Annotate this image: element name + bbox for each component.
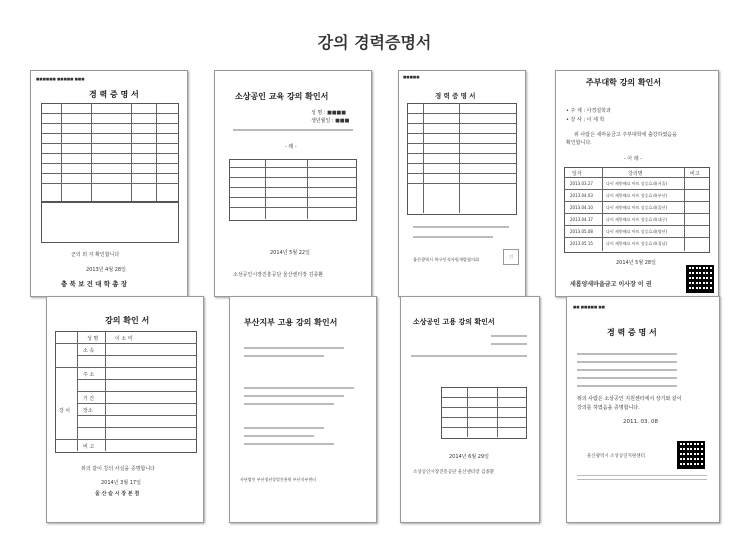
qr-code-icon [686,265,714,293]
card-heading: 경 력 증 명 서 [435,92,476,100]
card-heading: 경 력 증 명 서 [607,328,657,337]
card-date: 2014년 5월 28일 [616,260,656,266]
card-issuer: 사단법인 부산청년창업진흥원 부산지부센터 [240,477,316,482]
table-header-course: 강의명 [628,171,643,177]
card-center: - 아 래 - [624,156,643,162]
certificate-card-8[interactable]: ■■ ■■■■■ ■■ 경 력 증 명 서 위의 사람은 소상공인 지원센터에서 상기와 같이 강의를 하였음을 증명합니다. 2011. 03. 08 울산광역시 소상공인지원센터 [566,296,720,523]
card-note: 군의 외 지 확인합니다 [71,252,120,258]
card-line2: • 강 사 : 이 세 학 [566,117,605,123]
row-label: 소 속 [83,348,95,354]
certificate-card-4[interactable] [555,70,719,297]
card-line1: • 주 제 : 아경설학과 [566,108,611,114]
table-row: 2013.04.10 [570,205,593,210]
seal-stamp: 인 [503,249,519,265]
card-date: 2014년 6월 29일 [449,454,489,460]
col-label: 성 명 [87,336,99,342]
table-row: 2013.05.08 [570,229,593,234]
card-issuer: 울산광역시 북구인적자원개발협의회 [413,257,480,262]
card-heading: 부산지부 고용 강의 확인서 [244,318,338,327]
card-body2: 강의를 하였음을 증명합니다. [577,405,640,411]
row-label: 비 고 [83,444,95,450]
certificate-card-2[interactable]: 소상공인 교육 강의 확인서 성 명 : ■■■■ 생년월일 : ■■■ - 래 - 2014년 5월 22일 소상공인시장진흥공단 울산센터장 김종환 [214,70,372,297]
card-body2: 확인합니다. [566,140,592,146]
table-row: 2013.04.03 [570,193,593,198]
table-row: 2013.04.17 [570,217,593,222]
page-title: 강의 경력증명서 [317,33,432,52]
certificate-card-6[interactable] [229,296,377,523]
card-date: 2013년 4월 28일 [86,267,126,273]
certificate-card-3[interactable]: ■■■■■ 경 력 증 명 서 울산광역시 북구인적자원개발협의회 인 [398,70,526,297]
card-heading: 소상공인 고용 강의 확인서 [413,318,495,326]
row-label: 기 간 [83,396,95,402]
card-issuer: 소상공인시장진흥공단 울산센터장 김종환 [233,272,324,278]
row-label: 강 사 [59,408,71,414]
table-row: 다이 새뚱해요 아트 상승효과(서울) [606,181,668,186]
card-issuer: 새롭양새마을금고 이사장 이 권 [570,281,652,288]
card-date: 2014년 5월 22일 [270,250,310,256]
card-body: 위의 사람은 소상공인 지원센터에서 상기와 같이 [577,396,682,402]
card-issuer: 소상공인시장진흥공단 울산센터장 김종환 [413,470,495,475]
card-center: - 래 - [285,144,297,150]
row-label: 주 소 [83,372,95,378]
certificate-card-7[interactable] [400,296,540,523]
table-row: 다이 새뚱해요 아트 상승효과(대구) [606,217,668,222]
table-header-date: 일자 [572,171,582,177]
card-date: 2014년 3월 17일 [101,480,141,486]
card-note: 위의 같이 강의 사실을 증명합니다 [81,466,155,472]
table-row: 다이 새뚱해요 아트 상승효과(울산) [606,205,668,210]
row-label: 장소 [83,408,93,414]
table-row: 다이 새뚱해요 아트 상승효과(부산) [606,193,668,198]
table-header-note: 비고 [690,171,700,177]
card-issuer: 충 북 보 건 대 학 총 장 [61,280,128,288]
card-heading: 경 력 증 명 서 [89,90,139,99]
certificate-card-5[interactable] [46,296,204,523]
name-value: 이 소 미 [115,336,133,342]
card-date: 2011. 03. 08 [623,419,658,425]
table-row: 2013.03.27 [570,181,593,186]
card-issuer: 울 산 슬 시 장 본 점 [95,491,140,497]
card-heading: 강의 확인 서 [105,316,150,325]
card-body: 위 사람은 새마을금고 주부대학에 출강하였음을 [574,132,677,138]
card-heading: 소상공인 교육 강의 확인서 [235,92,329,101]
table-row: 다이 새뚱해요 아트 상승효과(양산) [606,229,668,234]
table-row: 다이 새뚱해요 아트 상승효과(경남) [606,241,668,246]
qr-code-icon [677,441,705,469]
card-issuer: 울산광역시 소상공인지원센터 [587,454,645,459]
card-heading: 주부대학 강의 확인서 [586,78,662,87]
certificate-card-1[interactable]: ■■■■■■ ■■■■■ ■■■ 경 력 증 명 서 군의 외 지 확인합니다 2013년 4월 28일 충 북 보 건 대 학 총 장 [30,70,188,297]
table-row: 2013.05.15 [570,241,593,246]
